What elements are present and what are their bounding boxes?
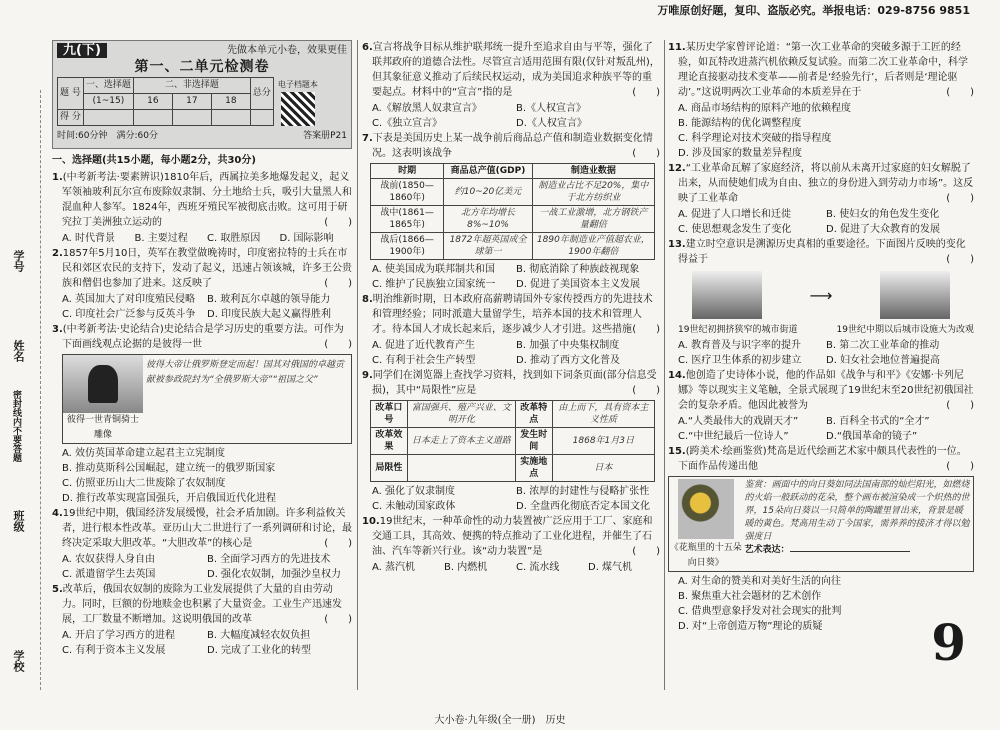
column-left [52, 40, 352, 658]
score-cell: 二、非选择题 [133, 78, 250, 94]
score-cell: 16 [133, 94, 172, 110]
exam-title: 第一、二单元检测卷 [134, 59, 270, 75]
section-heading: 一、选择题(共15小题，每小题2分，共30分) [52, 155, 256, 166]
question-13-options[interactable]: A. 教育普及与识字率的提升 B. 第二次工业革命的推动 C. 医疗卫生体系的初步建立 D. 妇女社会地位普遍提高 [678, 340, 941, 366]
question-2-options[interactable]: A. 英国加大了对印度殖民侵略 B. 玻利瓦尔卓越的领导能力 C. 印度社会广泛参与反英斗争 D. 印度民族大起义赢得胜利 [62, 294, 332, 320]
score-cell[interactable] [133, 110, 172, 126]
arrow-right-icon: ⟶ [809, 285, 833, 305]
question-15-options[interactable]: A. 对生命的赞美和对美好生活的向往 B. 聚焦重大社会题材的艺术创作 C. 借典型意象抒发对社会现实的批判 D. 对“上帝创造万物”理论的质疑 [678, 576, 842, 632]
column-middle [362, 40, 660, 575]
ebook-label: 电子档题本 [277, 80, 318, 89]
column-right [668, 40, 974, 634]
question-9: 9.同学们在浏览器上查找学习资料，找到如下词条页面(部分信息受损)，其中“局限性”应是 ( ) [362, 370, 660, 396]
slogan: 先做本单元小卷，效果更佳 [227, 45, 347, 56]
question-3-options[interactable]: A. 效仿英国革命建立起君主立宪制度 B. 推动莫斯科公国崛起，建立统一的俄罗斯国家 C. 仿照亚历山大二世废除了农奴制度 D. 推行改革实现富国强兵，开启俄国近代化进程 [62, 448, 277, 504]
question-15-material [668, 476, 974, 572]
question-12: 12.“工业革命瓦解了家庭经济，将以前从未离开过家庭的妇女解脱了出来，从而使她们成为自由、独立的身份进入到劳动力市场”。这反映了工业革命 ( ) [668, 163, 974, 204]
narrow-street-photo [692, 271, 762, 319]
question-5-options[interactable]: A. 开启了学习西方的进程 B. 大幅度减轻农奴负担 C. 有利于资本主义发展 D. 完成了工业化的转型 [62, 630, 312, 656]
question-10: 10.19世纪末，一种革命性的动力装置被广泛应用于工厂、家庭和交通工具，其高效、便携的特点推动了工业化进程，并催生了石油、汽车等新兴行业。该“动力装置”是 ( ) [362, 516, 660, 557]
question-14-options[interactable]: A.“人类最伟大的戏剧天才” B. 百科全书式的“全才” C.“中世纪最后一位诗人” D.“俄国革命的镜子” [678, 416, 930, 442]
student-id-label: 学号 [12, 250, 25, 272]
question-9-options[interactable]: A. 强化了奴隶制度 B. 浓厚的封建性与侵略扩张性 C. 未触动国家政体 D. 全盘西化彻底否定本国文化 [372, 486, 651, 512]
question-6: 6.宣言将战争目标从维护联邦统一提升至追求自由与平等，强化了联邦政府的道德合法性。尽管宣言适用范围有限(仅针对叛乱州)，但其象征意义推动了后续民权运动，成为美国追求种族平等的重要起点。材料中的“宣言”指的是 ( ) [362, 42, 660, 98]
copyright-notice: 万唯原创好题，复印、盗版必究。举报电话：029-8756 9851 [657, 4, 970, 17]
page-number: 9 [931, 613, 966, 672]
question-7: 7.下表是美国历史上某一战争前后商品总产值和制造业数据变化情况。这表明该战争 ( ) [362, 133, 660, 159]
question-6-options[interactable]: A.《解放黑人奴隶宣言》 B.《人权宣言》 C.《独立宣言》 D.《人权宣言》 [372, 103, 587, 129]
question-1: 1.(中考新考法·要素辨识)1810年后，西属拉美多地爆发起义，起义军领袖玻利瓦尔宣布废除奴隶制、分土地给士兵，吸引大量黑人和混血种人参军。1824年，西班牙殖民军被彻底击败。这可用于研究拉丁美洲独立运动的 ( ) [52, 172, 352, 228]
art-expression-label: 艺术表达： [744, 545, 790, 555]
question-5: 5.改革后，俄国农奴制的废除为工业发展提供了大量的自由劳动力。同时，巨额的份地赎金也积累了大量资金。工业生产迅速发展，工厂数量不断增加。这说明俄国的改革 ( ) [52, 584, 352, 625]
question-8: 8.明治维新时期，日本政府高薪聘请国外专家传授西方的先进技术和管理经验；同时派遣大量留学生，培养本国的技术和管理人才。待本国人才成长起来后，逐步减少人才引进。这些措施 ( ) [362, 294, 660, 335]
score-cell[interactable] [83, 110, 133, 126]
exam-header [52, 40, 352, 149]
time-score-info: 时间:60分钟 满分:60分 [57, 131, 158, 141]
question-7-table: 时期 商品总产值(GDP) 制造业数据 战前(1850—1860年) 约10~20亿美元 制造业占比不足20%，集中于北方纺织业 战中(1861—1865年) 北方年均增长8%~10% 一战工业激增，北方钢铁产量翻倍 战后(1866—1900年) 1872年超英国成全球第一 1890年制造业产值超农业，1900年翻倍 [370, 163, 655, 260]
image-caption: 19世纪中期以后城市设施大为改观 [836, 325, 974, 335]
question-4: 4.19世纪中期，俄国经济发展缓慢，社会矛盾加剧。许多利益攸关者，进行根本性改革。亚历山大二世进行了一系列调研和讨论，最终决定采取大胆改革。“大胆改革”的核心是 ( ) [52, 508, 352, 549]
score-cell: 17 [172, 94, 211, 110]
question-3: 3.(中考新考法·史论结合)史论结合是学习历史的重要方法。可作为下面画线观点论据的是彼得一世 ( ) [52, 324, 352, 350]
score-cell[interactable] [250, 110, 273, 126]
question-13: 13.建立时空意识是溯源历史真相的重要途径。下面图片反映的变化得益于 ( ) [668, 239, 974, 265]
score-cell: 题 号 [58, 78, 84, 110]
question-15: 15.(跨美术·绘画鉴赏)梵高是近代绘画艺术家中颇具代表性的一位。下面作品传递出他 ( ) [668, 446, 974, 472]
qr-code-icon[interactable] [281, 92, 315, 126]
question-1-options[interactable]: A. 时代背景 B. 主要过程 C. 取胜原因 D. 国际影响 [62, 233, 334, 244]
art-expression-blank[interactable] [790, 551, 910, 552]
improved-city-photo [880, 271, 950, 319]
score-cell: 一、选择题 [83, 78, 133, 94]
question-7-options[interactable]: A. 使美国成为联邦制共和国 B. 彻底消除了种族歧视现象 C. 维护了民族独立国家统一 D. 促进了美国资本主义发展 [372, 264, 641, 290]
column-divider [357, 40, 358, 690]
column-divider [664, 40, 665, 690]
question-2: 2.1857年5月10日，英军在教堂做晚祷时，印度密拉特的士兵在市民和郊区农民的支持下，发动了起义，迅速占领该城，许多王公贵族和僧侣也参加了进来。这反映了 ( ) [52, 248, 352, 289]
class-label: 班级 [12, 510, 25, 532]
name-label: 姓名 [12, 340, 25, 362]
question-9-table: 改革口号 富国强兵、殖产兴业、文明开化 改革特点 由上而下，具有资本主义性质 改革效果 日本走上了资本主义道路 发生时间 1868年1月3日 局限性 实施地点 日本 [370, 400, 655, 482]
page-footer: 大小卷·九年级(全一册) 历史 [434, 715, 566, 726]
question-14: 14.他创造了史诗体小说，他的作品如《战争与和平》《安娜·卡列尼娜》等以现实主义笔触，全景式展现了19世纪末至20世纪初俄国社会的复杂矛盾。他因此被誉为 ( ) [668, 370, 974, 411]
handwritten-note: 彼得大帝让俄罗斯登定而起！国其对俄国的卓越贡献被参政院封为“全俄罗斯大帝”“祖国之父” [146, 360, 345, 385]
appreciation-text: 鉴赏：画面中的向日葵如同法国南部的灿烂阳光，如燃烧的火焰一般跃动的花朵，整个画布被渲染成一个炽热的世界，15朵向日葵以一只简单的陶罐里冒出来，背景是暖暖的黄色。梵高用生动丁今国家，需养养的接济才得以勉强度日 [744, 480, 970, 542]
score-cell: 总分 [250, 78, 273, 110]
image-caption: 《花瓶里的十五朵向日葵》 [669, 543, 742, 568]
score-table [57, 77, 274, 126]
question-12-options[interactable]: A. 促进了人口增长和迁徙 B. 使妇女的角色发生变化 C. 使思想观念发生了变化 D. 促进了大众教育的发展 [678, 209, 941, 235]
image-caption: 19世纪初拥挤狭窄的城市街道 [678, 325, 798, 335]
score-cell[interactable] [172, 110, 211, 126]
grade-badge: 九(下) [57, 43, 107, 58]
image-caption: 彼得一世青铜骑士雕像 [66, 415, 139, 440]
seal-line-label: 密封线内不要答题 [11, 390, 21, 462]
score-cell: 得 分 [58, 110, 84, 126]
question-11-options[interactable]: A. 商品市场结构的原料产地的依赖程度 B. 能源结构的优化调整程度 C. 科学理论对技术突破的指导程度 D. 涉及国家的数量差异程度 [678, 103, 852, 159]
score-cell: 18 [211, 94, 250, 110]
score-cell[interactable] [211, 110, 250, 126]
binding-margin [0, 90, 41, 690]
score-cell: (1~15) [83, 94, 133, 110]
question-4-options[interactable]: A. 农奴获得人身自由 B. 全面学习西方的先进技术 C. 派遣留学生去英国 D. 强化农奴制，加强沙皇权力 [62, 554, 342, 580]
question-3-material [62, 354, 352, 444]
sunflower-painting-image [678, 479, 734, 539]
question-8-options[interactable]: A. 促进了近代教育产生 B. 加强了中央集权制度 C. 有利于社会生产转型 D. 推动了西方文化普及 [372, 340, 621, 366]
question-11: 11.某历史学家曾评论道：“第一次工业革命的突破多源于工匠的经验，如瓦特改进蒸汽机依赖反复试验。而第二次工业革命中，科学理论直接驱动技术变革——前者是‘经验先行’，后者则是‘理论驱动’。”这说明两次工业革命的本质差异在于 ( ) [668, 42, 974, 98]
answer-ref: 答案册P21 [303, 131, 347, 141]
school-label: 学校 [12, 650, 25, 672]
bronze-horseman-statue-image [63, 355, 143, 413]
question-13-images [668, 271, 974, 319]
question-10-options[interactable]: A. 蒸汽机 B. 内燃机 C. 流水线 D. 煤气机 [372, 562, 633, 573]
